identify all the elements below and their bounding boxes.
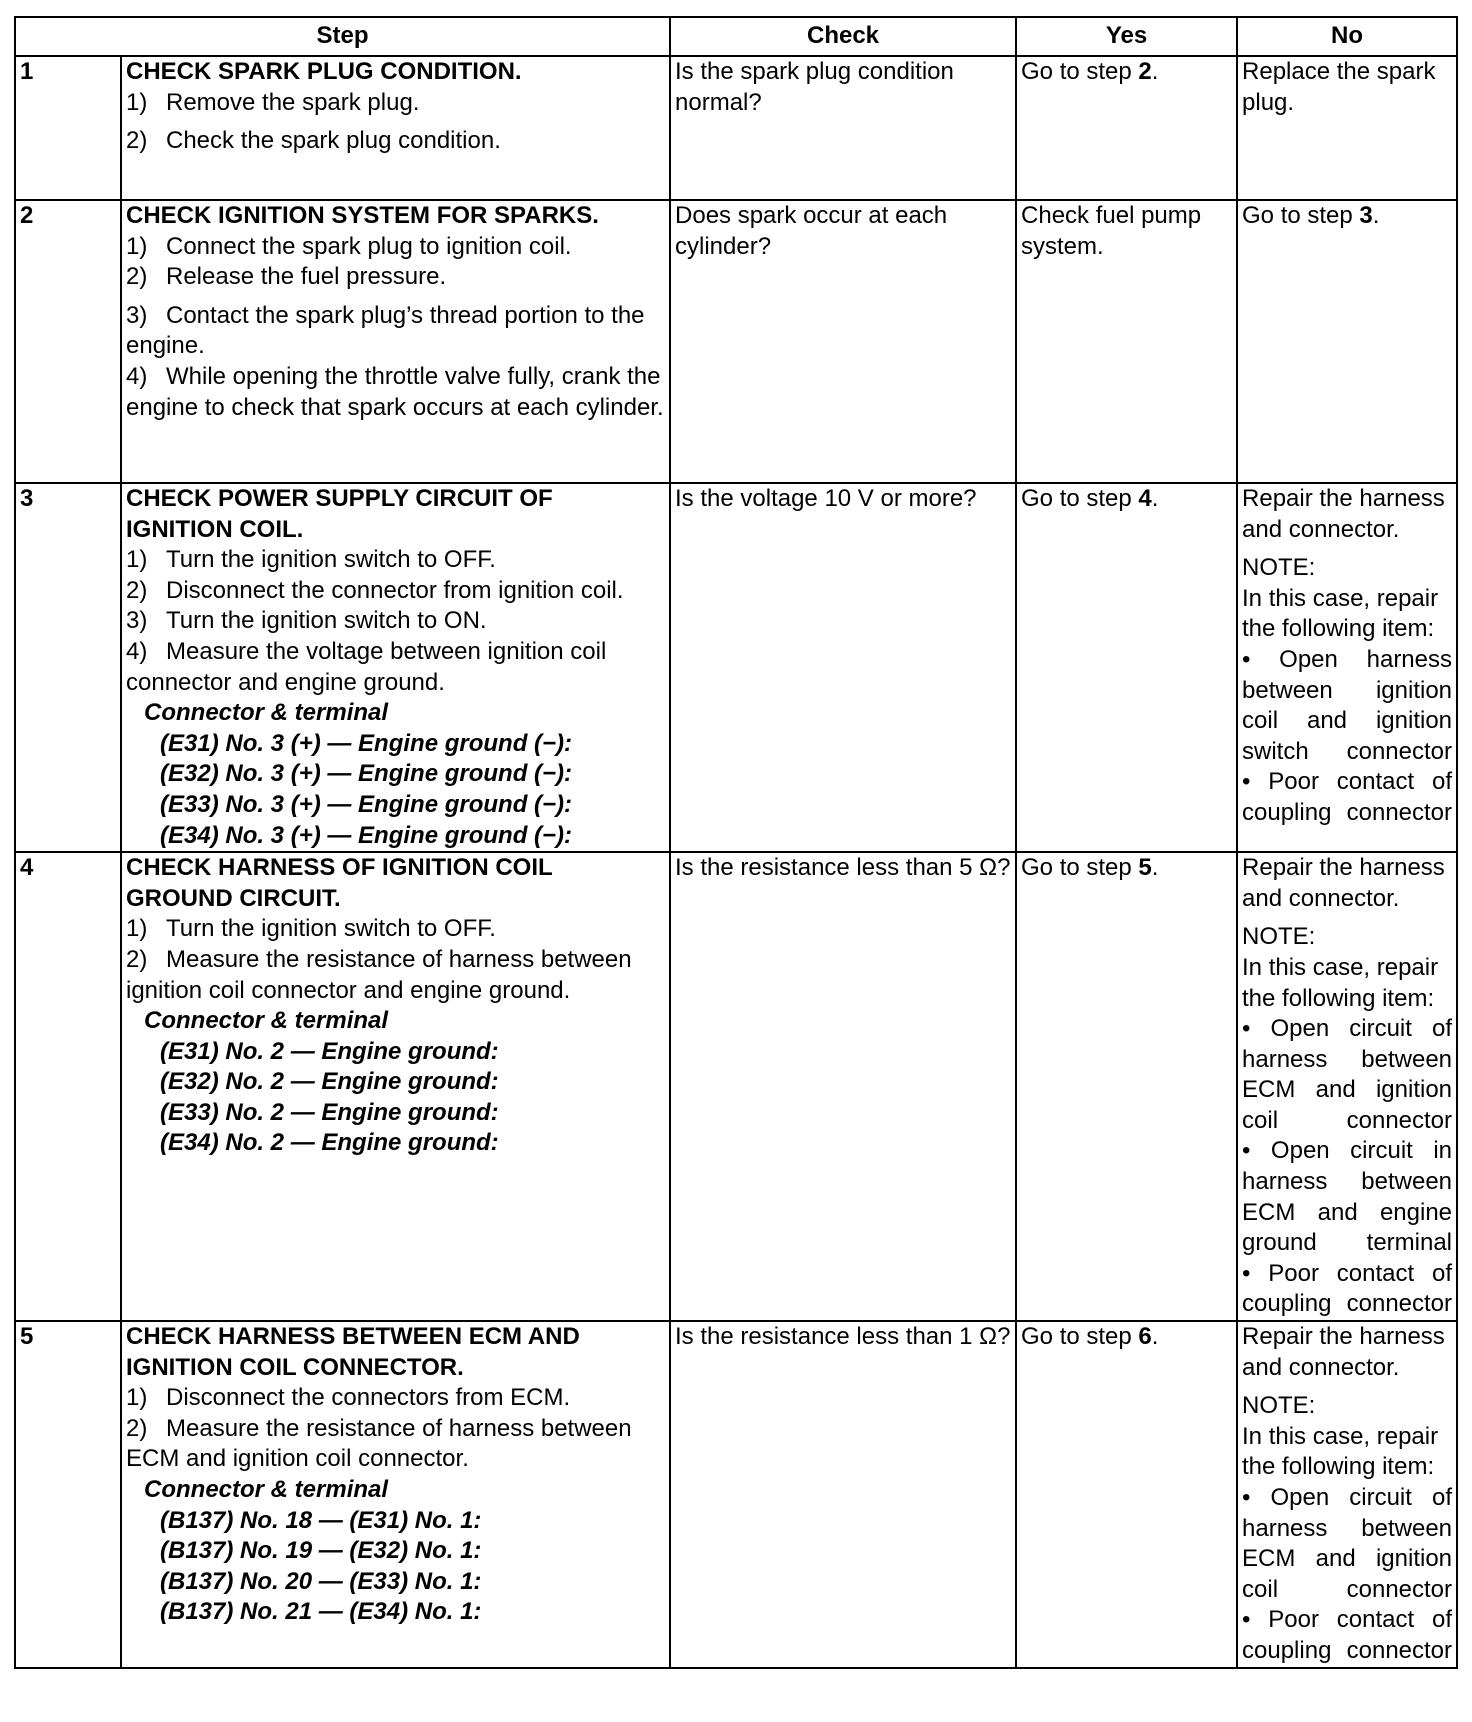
no-note-intro: In this case, repair the following item: (1242, 953, 1439, 1012)
no-note-intro: In this case, repair the following item: (1242, 584, 1439, 643)
no-item: • Poor contact of coupling connector (1242, 1259, 1453, 1318)
step-instruction: Contact the spark plug’s thread portion to the engine. (126, 301, 645, 360)
no-repair: Repair the harness and connector. (1242, 854, 1445, 912)
connector-terminal: (E34) No. 2 — Engine ground: (160, 1129, 499, 1157)
connector-terminal: (E31) No. 3 (+) — Engine ground (−): (160, 729, 573, 757)
diagnostic-table (14, 16, 1458, 1669)
connector-terminal: (B137) No. 19 — (E32) No. 1: (160, 1537, 482, 1565)
step-instruction: Turn the ignition switch to ON. (166, 607, 487, 635)
no-note-label: NOTE: (1242, 1392, 1316, 1420)
check-cell: Does spark occur at each cylinder? (670, 200, 1016, 483)
step-instruction: Disconnect the connector from ignition coil. (166, 576, 624, 604)
no-step-ref: 3 (1359, 202, 1373, 229)
connector-terminal: (E34) No. 3 (+) — Engine ground (−): (160, 821, 573, 849)
yes-text: Go to step (1021, 58, 1139, 85)
yes-step-ref: 5 (1138, 854, 1152, 882)
yes-step-ref: 6 (1138, 1323, 1152, 1351)
yes-step-ref: 4 (1138, 485, 1152, 512)
step-cell: CHECK HARNESS BETWEEN ECM AND IGNITION COIL CONNECTOR. 1) Disconnect the connectors from ECM. 2) Measure the resistance of harness between ECM and ignition coil connector. Connector & terminal (B137) No. 18 — (E31) No. 1: (B137) No. 19 — (E32) No. 1: (B137) No. 20 — (E33) No. 1: (B137) No. 21 — (E34) No. 1: (121, 1321, 670, 1668)
step-instruction: Turn the ignition switch to OFF. (166, 915, 496, 943)
step-instruction: Release the fuel pressure. (166, 263, 447, 291)
connector-terminal: (E33) No. 3 (+) — Engine ground (−): (160, 790, 573, 818)
yes-text: Go to step (1021, 485, 1139, 512)
connector-terminal: (B137) No. 20 — (E33) No. 1: (160, 1567, 482, 1595)
step-cell: CHECK SPARK PLUG CONDITION. 1) Remove the spark plug. 2) Check the spark plug condition. (121, 56, 670, 200)
step-title: CHECK HARNESS BETWEEN ECM AND IGNITION COIL CONNECTOR. (126, 1323, 580, 1381)
header-no: No (1237, 17, 1457, 56)
step-instruction: Connect the spark plug to ignition coil. (166, 232, 572, 260)
yes-cell: Go to step 4. (1016, 483, 1237, 852)
no-note-label: NOTE: (1242, 923, 1316, 951)
check-cell: Is the resistance less than 1 Ω? (670, 1321, 1016, 1668)
connector-terminal: (E31) No. 2 — Engine ground: (160, 1037, 499, 1065)
step-title: CHECK SPARK PLUG CONDITION. (126, 58, 522, 85)
no-item: • Open circuit in harness between ECM and engine ground terminal (1242, 1137, 1453, 1257)
step-title: CHECK HARNESS OF IGNITION COIL GROUND CIRCUIT. (126, 854, 553, 912)
no-cell (1237, 852, 1457, 1321)
step-instruction: Measure the resistance of harness between ECM and ignition coil connector. (126, 1414, 632, 1473)
step-number: 5 (15, 1321, 121, 1668)
step-cell: CHECK POWER SUPPLY CIRCUIT OF IGNITION COIL. 1) Turn the ignition switch to OFF. 2) Disconnect the connector from ignition coil. 3) Turn the ignition switch to ON. 4) Measure the voltage between ignition coil connector and engine ground. Connector & terminal (E31) No. 3 (+) — Engine ground (−): (E32) No. 3 (+) — Engine ground (−): (E33) No. 3 (+) — Engine ground (−): (E34) No. 3 (+) — Engine ground (−): (121, 483, 670, 852)
header-yes: Yes (1016, 17, 1237, 56)
no-text: Go to step (1242, 202, 1360, 229)
yes-step-ref: 2 (1138, 58, 1152, 85)
no-cell: Replace the spark plug. (1237, 56, 1457, 200)
yes-text: Go to step (1021, 854, 1139, 882)
table-row (15, 1321, 1457, 1668)
connector-terminal: (B137) No. 21 — (E34) No. 1: (160, 1598, 482, 1626)
connector-heading: Connector & terminal (144, 1476, 389, 1503)
no-repair: Repair the harness and connector. (1242, 485, 1445, 543)
no-repair: Repair the harness and connector. (1242, 1323, 1445, 1381)
yes-cell: Go to step 5. (1016, 852, 1237, 1321)
yes-cell: Check fuel pump system. (1016, 200, 1237, 483)
connector-terminal: (E32) No. 3 (+) — Engine ground (−): (160, 760, 573, 788)
no-item: • Open harness between ignition coil and ignition switch connector (1242, 645, 1453, 765)
no-cell (1237, 1321, 1457, 1668)
step-instruction: Check the spark plug condition. (166, 127, 501, 155)
connector-heading: Connector & terminal (144, 1007, 389, 1035)
table-row (15, 852, 1457, 1321)
step-instruction: Remove the spark plug. (166, 88, 420, 116)
step-number: 2 (15, 200, 121, 483)
no-cell: Go to step 3. (1237, 200, 1457, 483)
no-item: • Poor contact of coupling connector (1242, 768, 1453, 826)
yes-cell: Go to step 6. (1016, 1321, 1237, 1668)
check-cell: Is the voltage 10 V or more? (670, 483, 1016, 852)
step-title: CHECK IGNITION SYSTEM FOR SPARKS. (126, 202, 599, 229)
step-number: 4 (15, 852, 121, 1321)
step-cell: CHECK HARNESS OF IGNITION COIL GROUND CIRCUIT. 1) Turn the ignition switch to OFF. 2) Measure the resistance of harness between ignition coil connector and engine ground. Connector & terminal (E31) No. 2 — Engine ground: (E32) No. 2 — Engine ground: (E33) No. 2 — Engine ground: (E34) No. 2 — Engine ground: (121, 852, 670, 1321)
header-row (15, 17, 1457, 56)
step-instruction: Disconnect the connectors from ECM. (166, 1384, 571, 1412)
step-instruction: While opening the throttle valve fully, crank the engine to check that spark occurs at each cylinder. (126, 362, 664, 421)
step-cell: CHECK IGNITION SYSTEM FOR SPARKS. 1) Connect the spark plug to ignition coil. 2) Release the fuel pressure. 3) Contact the spark plug’s thread portion to the engine. 4) While opening the throttle valve fully, crank the engine to check that spark occurs at each cylinder. (121, 200, 670, 483)
step-instruction: Turn the ignition switch to OFF. (166, 546, 496, 574)
no-item: • Open circuit of harness between ECM and ignition coil connector (1242, 1484, 1453, 1603)
table-row (15, 200, 1457, 483)
check-cell: Is the resistance less than 5 Ω? (670, 852, 1016, 1321)
connector-terminal: (E32) No. 2 — Engine ground: (160, 1068, 499, 1096)
yes-cell: Go to step 2. (1016, 56, 1237, 200)
header-check: Check (670, 17, 1016, 56)
connector-terminal: (B137) No. 18 — (E31) No. 1: (160, 1506, 482, 1534)
table-row (15, 483, 1457, 852)
step-number: 3 (15, 483, 121, 852)
step-instruction: Measure the voltage between ignition coil connector and engine ground. (126, 637, 607, 696)
yes-text: Go to step (1021, 1323, 1139, 1351)
connector-terminal: (E33) No. 2 — Engine ground: (160, 1098, 499, 1126)
step-title: CHECK POWER SUPPLY CIRCUIT OF IGNITION COIL. (126, 485, 553, 543)
check-cell: Is the spark plug condition normal? (670, 56, 1016, 200)
no-note-intro: In this case, repair the following item: (1242, 1422, 1439, 1481)
connector-heading: Connector & terminal (144, 699, 389, 727)
header-step: Step (15, 17, 670, 56)
no-item: • Open circuit of harness between ECM and ignition coil connector (1242, 1015, 1453, 1134)
step-instruction: Measure the resistance of harness between ignition coil connector and engine ground. (126, 945, 632, 1004)
no-item: • Poor contact of coupling connector (1242, 1606, 1453, 1664)
table-row (15, 56, 1457, 200)
no-cell (1237, 483, 1457, 852)
no-note-label: NOTE: (1242, 554, 1316, 582)
step-number: 1 (15, 56, 121, 200)
